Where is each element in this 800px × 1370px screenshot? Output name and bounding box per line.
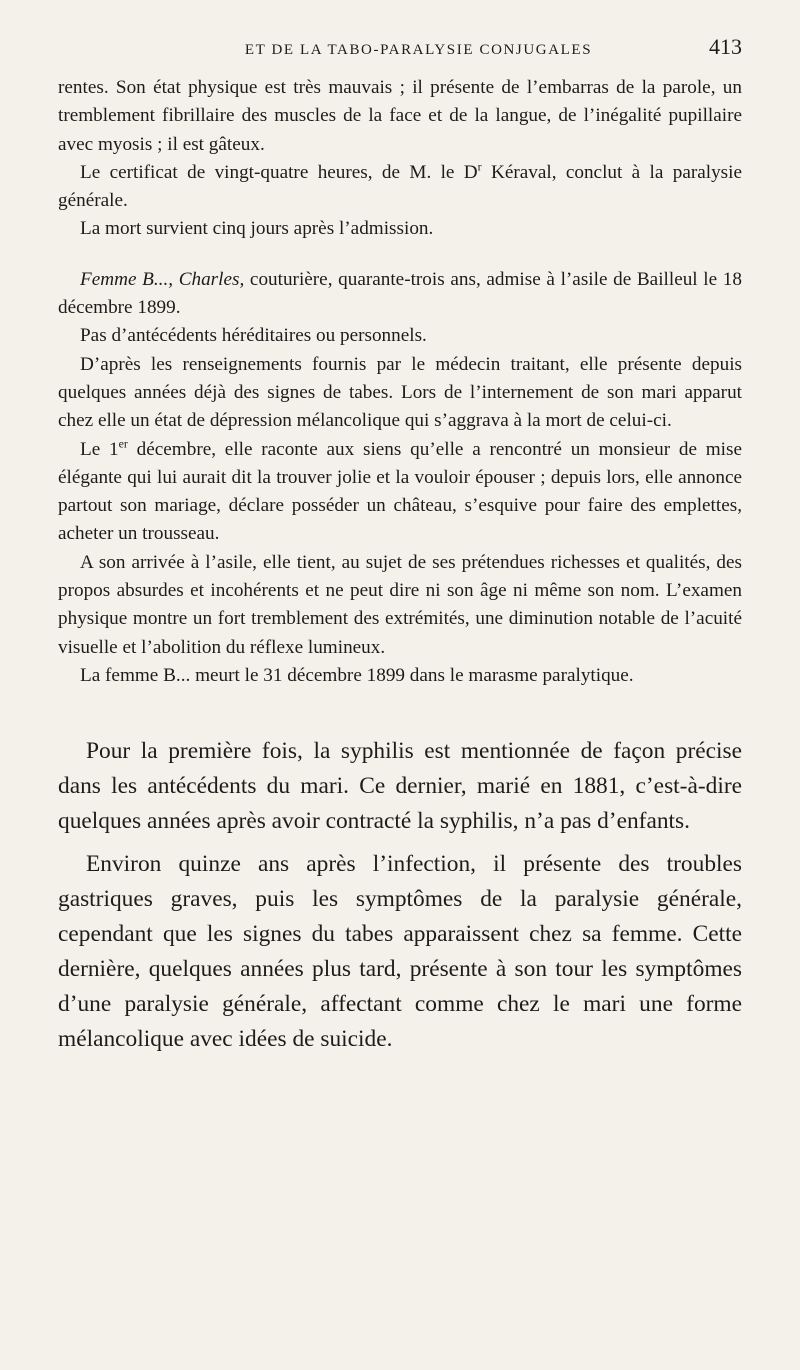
observation-text [58, 74, 742, 690]
case-heading-paragraph: Femme B..., Charles, couturière, quarante-trois ans, admise à l’asile de Bailleul le 18 décembre 1899. [58, 268, 742, 319]
paragraph: Environ quinze ans après l’infection, il présente des troubles gastriques graves, puis les symptômes de la paralysie générale, cependant que les signes du tabes apparaissent chez sa femme. Cette dernière, quelques années plus tard, présente à son tour les symptômes d’une paralysie générale, affectant comme chez le mari une forme mélancolique avec idées de suicide. [58, 851, 742, 1053]
patient-name: Femme B..., Charles, [80, 268, 245, 290]
paragraph: Pas d’antécédents héréditaires ou personnels. [80, 325, 427, 347]
paragraph: rentes. Son état physique est très mauvais ; il présente de l’embarras de la parole, un tremblement fibrillaire des muscles de la face et de la langue, de l’inégalité pupillaire avec myosis ; il est gâteux. [58, 77, 742, 155]
running-head [58, 34, 742, 60]
paragraph: Le 1er décembre, elle raconte aux siens qu’elle a rencontré un monsieur de mise élégante qui lui aurait dit la trouver jolie et la vouloir épouser ; depuis lors, elle annonce partout son mariage, déclare posséder un château, s’esquive pour faire des emplettes, acheter un trousseau. [58, 436, 742, 545]
discussion-text [58, 734, 742, 1057]
page-number: 413 [709, 34, 742, 59]
running-head-title: ET DE LA TABO-PARALYSIE CONJUGALES [244, 42, 593, 58]
paragraph: La mort survient cinq jours après l’admission. [80, 218, 434, 240]
paragraph: Le certificat de vingt-quatre heures, de M. le $D^r$ Kéraval, conclut à la paralysie générale. [58, 159, 742, 212]
paragraph: A son arrivée à l’asile, elle tient, au sujet de ses prétendues richesses et qualités, des propos absurdes et incohérents et ne peut dire ni son âge ni même son nom. L’examen physique montre un fort tremblement des extrémités, une diminution notable de l’acuité visuelle et l’abolition du réflexe lumineux. [58, 551, 742, 658]
paragraph: D’après les renseignements fournis par le médecin traitant, elle présente depuis quelques années déjà des signes de tabes. Lors de l’internement de son mari apparut chez elle un état de dépression mélancolique qui s’aggrava à la mort de celui-ci. [58, 353, 742, 432]
paragraph: La femme B... meurt le 31 décembre 1899 dans le marasme paralytique. [80, 664, 634, 686]
paragraph: Pour la première fois, la syphilis est mentionnée de façon précise dans les antécédents du mari. Ce dernier, marié en 1881, c’est-à-dire quelques années après avoir contracté la syphilis, n’a pas d’enfants. [58, 738, 742, 835]
